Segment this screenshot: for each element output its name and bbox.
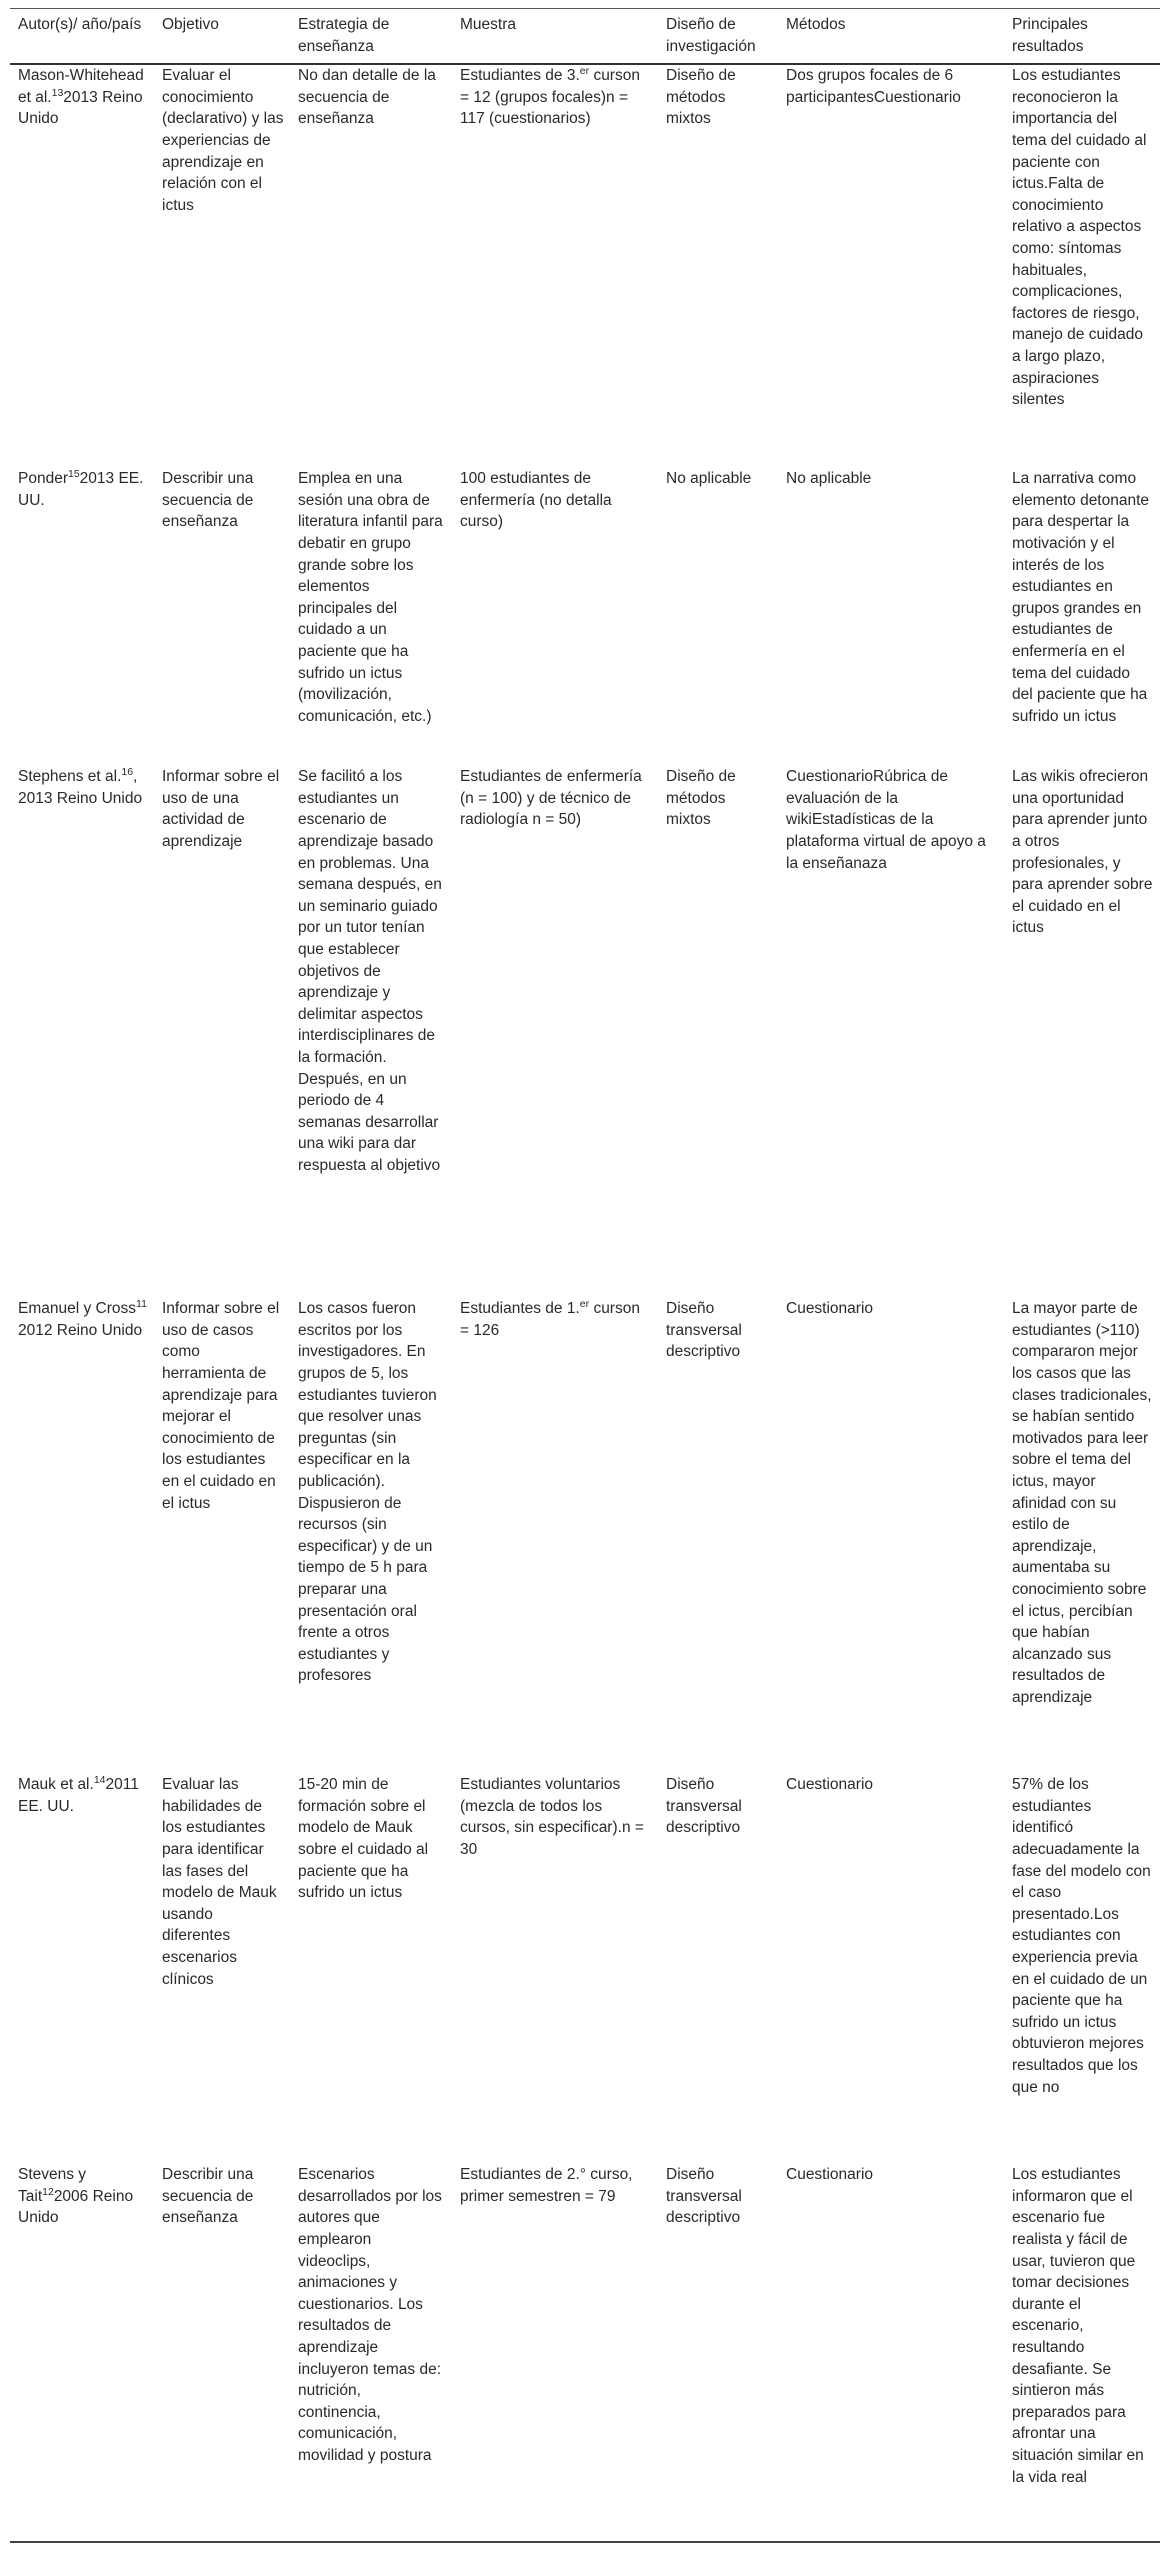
cell-author: Ponder$^{15}$2013 EE. UU. [18, 468, 144, 509]
cell-estrategia: Emplea en una sesión una obra de literatura infantil para debatir en grupo grande sobre los elementos principales del cuidado a un paciente que ha sufrido un ictus (movilización, comunicación, etc.) [298, 470, 443, 725]
cell-resultados: 57% de los estudiantes identificó adecuadamente la fase del modelo con el caso presentado.Los estudiantes con experiencia previa en el cuidado de un paciente que ha sufrido un ictus obtuvieron mejores resultados que los que no [1012, 1776, 1151, 2096]
cell-resultados: Los estudiantes informaron que el escenario fue realista y fácil de usar, tuvieron que tomar decisiones durante el escenario, resultando desafiante. Se sintieron más preparados para afrontar una situación similar en la vida real [1004, 2164, 1160, 2542]
cell-objetivo: Evaluar el conocimiento (declarativo) y las experiencias de aprendizaje en relación con el ictus [162, 67, 284, 214]
header-muestra: Muestra [452, 9, 658, 65]
cell-author: Stephens et al.$^{16}$, 2013 Reino Unido [18, 766, 143, 807]
cell-objetivo: Evaluar las habilidades de los estudiantes para identificar las fases del modelo de Mauk usando diferentes escenarios clínicos [162, 1776, 277, 1988]
cell-author: Stevens y Tait$^{12}$2006 Reino Unido [10, 2164, 154, 2542]
table-row [10, 2164, 1160, 2542]
cell-muestra: Estudiantes de 2.° curso, primer semestren = 79 [452, 2164, 658, 2542]
cell-muestra: Estudiantes de 1.$^{er}$ curson = 126 [460, 1298, 640, 1339]
cell-muestra: Estudiantes voluntarios (mezcla de todos los cursos, sin especificar).n = 30 [460, 1776, 644, 1858]
cell-diseno: Diseño transversal descriptivo [658, 2164, 778, 2542]
header-metodos: Métodos [778, 9, 1004, 65]
cell-author: Mason-Whitehead et al.$^{13}$2013 Reino Unido [18, 67, 144, 128]
header-estrategia: Estrategia de enseñanza [290, 9, 452, 65]
cell-author: Mauk et al.$^{14}$2011 EE. UU. [18, 1774, 139, 1815]
header-diseno: Diseño de investigación [658, 9, 778, 65]
cell-diseno: Diseño transversal descriptivo [666, 1776, 742, 1837]
cell-estrategia: No dan detalle de la secuencia de enseñanza [298, 67, 436, 128]
cell-diseno: Diseño de métodos mixtos [666, 768, 736, 829]
cell-objetivo: Describir una secuencia de enseñanza [154, 2164, 290, 2542]
cell-metodos: Dos grupos focales de 6 participantesCuestionario [786, 67, 961, 106]
cell-estrategia: Escenarios desarrollados por los autores que emplearon videoclips, animaciones y cuestionarios. Los resultados de aprendizaje incluyeron temas de: nutrición, continencia, comunicación, movilidad y postura [290, 2164, 452, 2542]
cell-estrategia: 15-20 min de formación sobre el modelo de Mauk sobre el cuidado al paciente que ha sufrido un ictus [298, 1776, 429, 1902]
cell-diseno: Diseño de métodos mixtos [666, 67, 736, 128]
cell-metodos: Cuestionario [786, 1776, 874, 1794]
cell-metodos: CuestionarioRúbrica de evaluación de la wikiEstadísticas de la plataforma virtual de apoyo a la enseñanaza [786, 768, 986, 872]
cell-estrategia: Se facilitó a los estudiantes un escenario de aprendizaje basado en problemas. Una semana después, en un seminario guiado por un tutor tenían que establecer objetivos de aprendizaje y delimitar aspectos interdisciplinares de la formación. Después, en un periodo de 4 semanas desarrollar una wiki para dar respuesta al objetivo [298, 768, 442, 1174]
header-resultados: Principales resultados [1004, 9, 1160, 65]
header-author: Autor(s)/ año/país [10, 9, 154, 65]
cell-resultados: La narrativa como elemento detonante para despertar la motivación y el interés de los estudiantes en grupos grandes en estudiantes de enfermería en el tema del cuidado del paciente que ha sufrido un ictus [1012, 470, 1150, 725]
cell-metodos: No aplicable [786, 470, 872, 488]
cell-objetivo: Describir una secuencia de enseñanza [162, 470, 254, 531]
cell-objetivo: Informar sobre el uso de casos como herramienta de aprendizaje para mejorar el conocimiento de los estudiantes en el cuidado en el ictus [162, 1300, 280, 1512]
cell-resultados: Los estudiantes reconocieron la importancia del tema del cuidado al paciente con ictus.Falta de conocimiento relativo a aspectos como: síntomas habituales, complicaciones, factores de riesgo, manejo de cuidado a largo plazo, aspiraciones silentes [1012, 67, 1147, 409]
cell-metodos: Cuestionario [786, 1300, 874, 1318]
cell-estrategia: Los casos fueron escritos por los investigadores. En grupos de 5, los estudiantes tuvieron que resolver unas preguntas (sin especificar en la publicación). Dispusieron de recursos (sin especificar) y de un tiempo de 5 h para preparar una presentación oral frente a otros estudiantes y profesores [298, 1300, 437, 1685]
cell-resultados: La mayor parte de estudiantes (>110) compararon mejor los casos que las clases tradicionales, se habían sentido motivados para leer sobre el tema del ictus, mayor afinidad con su estilo de aprendizaje, aumentaba su conocimiento sobre el ictus, percibían que habían alcanzado sus resultados de aprendizaje [1012, 1300, 1152, 1706]
cell-diseno: No aplicable [666, 470, 752, 488]
studies-table [10, 8, 1160, 2543]
table-header-row [10, 9, 1160, 65]
cell-metodos: Cuestionario [778, 2164, 1004, 2542]
table-row [10, 1298, 1160, 1774]
cell-author: Emanuel y Cross$^{11}$ 2012 Reino Unido [18, 1298, 147, 1339]
header-objetivo: Objetivo [154, 9, 290, 65]
cell-muestra: Estudiantes de enfermería (n = 100) y de técnico de radiología n = 50) [460, 768, 642, 829]
cell-objetivo: Informar sobre el uso de una actividad de aprendizaje [162, 768, 280, 850]
cell-resultados: Las wikis ofrecieron una oportunidad para aprender junto a otros profesionales, y para aprender sobre el cuidado en el ictus [1012, 768, 1153, 937]
cell-diseno: Diseño transversal descriptivo [666, 1300, 742, 1361]
cell-muestra: 100 estudiantes de enfermería (no detalla curso) [460, 470, 612, 531]
table-row [10, 64, 1160, 468]
cell-muestra: Estudiantes de 3.$^{er}$ curson = 12 (grupos focales)n = 117 (cuestionarios) [460, 65, 640, 128]
table-row [10, 766, 1160, 1298]
table-row [10, 468, 1160, 766]
table-row [10, 1774, 1160, 2164]
